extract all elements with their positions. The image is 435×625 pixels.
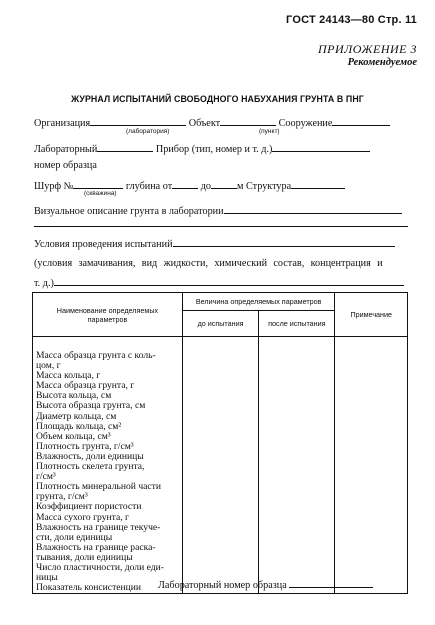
- lab-field[interactable]: [97, 142, 153, 152]
- list-item: тывания, доли единицы: [36, 551, 133, 563]
- standard-header: ГОСТ 24143—80 Стр. 11: [286, 14, 417, 26]
- list-item: Высота кольца, см: [36, 390, 112, 402]
- point-hint: (пункт): [259, 128, 280, 135]
- param-list-cell: [33, 337, 183, 594]
- header-value: [182, 293, 335, 311]
- list-item: грунта, г/см³: [36, 491, 88, 503]
- header-before-text: до испытания: [197, 319, 244, 328]
- list-item: Масса кольца, г: [36, 370, 101, 382]
- depth-from-label: глубина от: [125, 181, 173, 192]
- after-values-cell[interactable]: [259, 337, 335, 594]
- header-note: [335, 293, 408, 337]
- object-label: Объект: [188, 118, 221, 129]
- pit-field[interactable]: [73, 179, 123, 189]
- header-after-text: после испытания: [268, 319, 326, 328]
- list-item: сти, доли единицы: [36, 531, 113, 543]
- structure-type-field[interactable]: [291, 179, 345, 189]
- list-item: Влажность, доли единицы: [36, 450, 144, 462]
- footer-sample-field[interactable]: [289, 578, 373, 588]
- conditions-label: Условия проведения испытаний: [34, 239, 173, 250]
- header-param-text: Наименование определяемых параметров: [56, 305, 159, 324]
- pit-label: Шурф №: [34, 181, 74, 192]
- depth-from-field[interactable]: [172, 179, 198, 189]
- conditions-detail: (условия замачивания, вид жидкости, химический состав, концентрация и: [34, 258, 383, 269]
- list-item: Плотность минеральной части: [36, 481, 162, 493]
- list-item: Диаметр кольца, см: [36, 410, 117, 422]
- etc-label: т. д.): [34, 278, 54, 289]
- organization-label: Организация: [34, 118, 91, 129]
- list-item: Число пластичности, доли еди-: [36, 561, 164, 573]
- header-note-text: Примечание: [350, 310, 393, 319]
- note-values-cell[interactable]: [335, 337, 408, 594]
- meter-structure-label: м Структура: [237, 181, 292, 192]
- list-item: Площадь кольца, см²: [36, 420, 122, 432]
- form-line-etc: [34, 276, 404, 289]
- visual-field[interactable]: [224, 204, 402, 214]
- test-journal-table: [32, 292, 408, 594]
- conditions-field[interactable]: [173, 237, 395, 247]
- form-line-lab: [34, 142, 370, 155]
- object-field[interactable]: [220, 116, 276, 126]
- form-line-pit: [34, 179, 345, 192]
- footer-line: [158, 578, 373, 591]
- form-line-organization: [34, 116, 390, 129]
- list-item: Плотность грунта, г/см³: [36, 440, 134, 452]
- header-param: [33, 293, 183, 337]
- list-item: Масса образца грунта с коль-: [36, 350, 156, 361]
- footer-label: Лабораторный номер образца: [158, 580, 287, 591]
- list-item: Объем кольца, см³: [36, 430, 111, 442]
- depth-to-label: до: [200, 181, 211, 192]
- list-item: ницы: [36, 572, 58, 584]
- header-after: [259, 311, 335, 337]
- etc-field[interactable]: [54, 276, 404, 286]
- before-values-cell[interactable]: [182, 337, 258, 594]
- list-item: Высота образца грунта, см: [36, 400, 146, 412]
- list-item: Влажность на границе раска-: [36, 541, 156, 553]
- list-item: Плотность скелета грунта,: [36, 461, 145, 473]
- list-item: Показатель консистенции: [36, 582, 142, 594]
- organization-field[interactable]: [90, 116, 186, 126]
- depth-to-field[interactable]: [211, 179, 237, 189]
- device-field[interactable]: [272, 142, 370, 152]
- appendix-title: ПРИЛОЖЕНИЕ 3: [318, 42, 417, 56]
- header-value-text: Величина определяемых параметров: [195, 297, 322, 306]
- device-label: Прибор (тип, номер и т. д.): [155, 144, 273, 155]
- list-item: Коэффициент пористости: [36, 501, 142, 513]
- form-line-visual: [34, 204, 402, 217]
- param-list: [33, 337, 182, 593]
- well-hint: (скважина): [84, 190, 117, 197]
- appendix-block: [318, 42, 417, 70]
- document-title: ЖУРНАЛ ИСПЫТАНИЙ СВОБОДНОГО НАБУХАНИЯ ГРУНТА В ПНГ: [71, 94, 364, 104]
- lab-label: Лабораторный: [34, 144, 98, 155]
- blank-line[interactable]: [34, 226, 408, 227]
- list-item: Влажность на границе текуче-: [36, 521, 161, 533]
- sample-number-label: номер образца: [34, 160, 97, 171]
- lab-hint: (лаборатория): [126, 128, 170, 135]
- structure-field[interactable]: [332, 116, 390, 126]
- list-item: г/см³: [36, 471, 56, 483]
- list-item: Масса образца грунта, г: [36, 380, 135, 392]
- visual-label: Визуальное описание грунта в лаборатории: [34, 206, 224, 217]
- list-item: Масса сухого грунта, г: [36, 511, 129, 523]
- header-before: [182, 311, 258, 337]
- structure-label: Сооружение: [278, 118, 333, 129]
- form-line-conditions: [34, 237, 395, 250]
- appendix-status: Рекомендуемое: [347, 57, 417, 68]
- list-item: цом, г: [36, 360, 61, 372]
